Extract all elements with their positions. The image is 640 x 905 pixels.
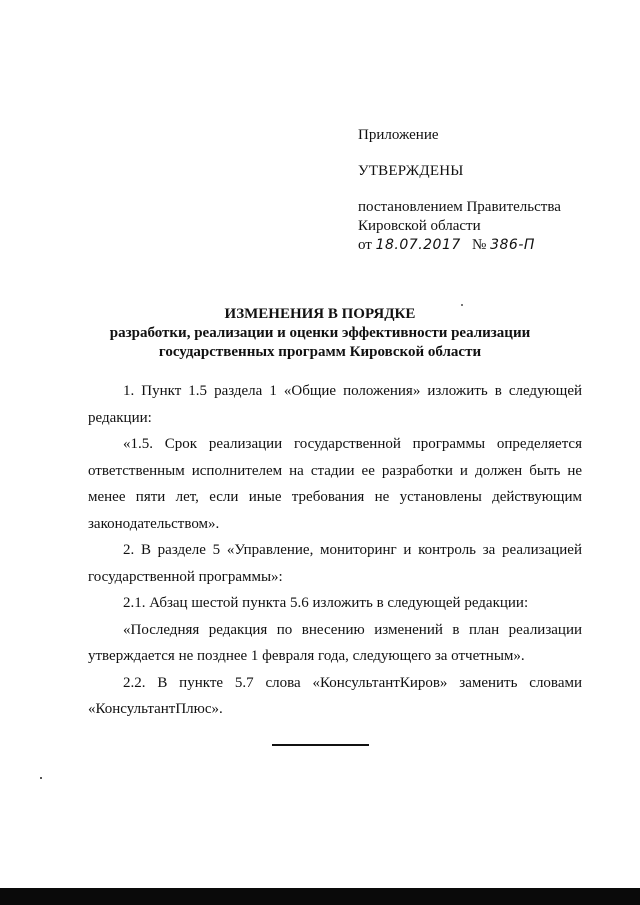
paragraph-2: «1.5. Срок реализации государственной программы определяется ответственным исполнителем на стадии ее разработки и должен быть не менее пяти лет, если иные требования не установлены действующим законодательством». [88, 436, 582, 532]
handwritten-number: 386-П [490, 237, 535, 253]
handwritten-date: 18.07.2017 [375, 237, 461, 253]
document-title [60, 305, 580, 362]
closing-divider [272, 744, 369, 746]
decree-date-number [358, 236, 608, 255]
paragraph-6: 2.2. В пункте 5.7 слова «КонсультантКиров» заменить словами «КонсультантПлюс». [88, 674, 582, 717]
scan-speck [40, 777, 42, 779]
decree-line-1: постановлением Правительства [358, 199, 561, 215]
paragraph-1: 1. Пункт 1.5 раздела 1 «Общие положения» изложить в следующей редакции: [88, 383, 582, 426]
paragraph-3: 2. В разделе 5 «Управление, мониторинг и контроль за реализацией государственной программы»: [88, 542, 582, 585]
title-line-3: государственных программ Кировской области [158, 344, 482, 360]
appendix-label: Приложение [358, 127, 439, 143]
approved-label: УТВЕРЖДЕНЫ [358, 163, 464, 179]
document-body [88, 378, 582, 723]
approval-block [358, 126, 608, 255]
title-line-1: ИЗМЕНЕНИЯ В ПОРЯДКЕ [224, 306, 416, 322]
paragraph-4: 2.1. Абзац шестой пункта 5.6 изложить в следующей редакции: [123, 595, 529, 611]
date-prefix: от [358, 237, 372, 253]
paragraph-5: «Последняя редакция по внесению изменений в план реализации утверждается не позднее 1 февраля года, следующего за отчетным». [88, 621, 582, 664]
title-line-2: разработки, реализации и оценки эффективности реализации [109, 325, 531, 341]
number-prefix: № [472, 237, 487, 253]
scan-bottom-edge [0, 888, 640, 905]
decree-line-2: Кировской области [358, 218, 481, 234]
